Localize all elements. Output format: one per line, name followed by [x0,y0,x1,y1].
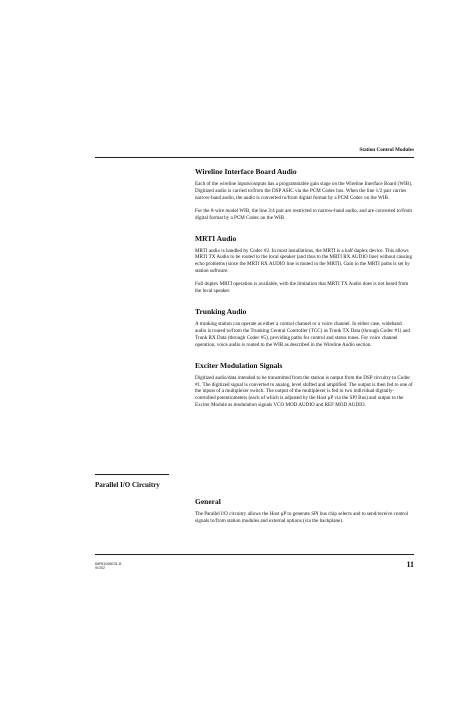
paragraph: A trunking station can operate as either a control channel or a voice channel. In either case, wideband audio is routed to/from the Trunking Central Controller (TCC) as Trunk TX Data (through Codec #1) and Trunk RX Data (through Codec #5), providing paths for control and status tones. For voice channel operation, voice audio is routed to the WIB as described in the Wireline Audio section. [195,320,410,348]
paragraph: For the 8-wire model WIB, the line 3/4 pair are restricted to narrow-band audio, and are converted to/from digital format by a PCM Codec on the WIB. [195,207,413,221]
main-content-upper [195,167,414,415]
paragraph: Full duplex MRTI operation is available, with the limitation that MRTI TX Audio does is not heard from the local speaker. [195,281,409,295]
paragraph: The Parallel I/O circuitry allows the Host µP to generate SPI bus chip selects and to send/receive control signals to/from station modules and external options (via the backplane). [195,511,409,524]
footer-doc-info [95,562,121,571]
doc-date: 9/1/02 [95,566,105,571]
section-title-trunking-audio: Trunking Audio [195,306,247,316]
doc-number: 68P81096E31-B [95,562,122,566]
bottom-rule [95,554,414,555]
section-title-general: General [195,497,221,506]
section-title-wib-audio: Wireline Interface Board Audio [195,167,297,176]
side-rule [95,474,169,475]
side-heading: Parallel I/O Circuitry [95,481,160,489]
paragraph: MRTI audio is handled by Codec #2. In most installations, the MRTI is a half duplex device. This allows MRTI TX Audio to be routed to the local speaker (and thus to the MRTI RX AUDIO line) without causing echo problems (since the MRTI RX AUDIO line is muted in the MRTI). Gain in the MRTI paths is set by station software. [195,247,413,275]
top-rule [95,157,414,158]
section-title-mrti-audio: MRTI Audio [195,233,237,243]
paragraph: Digitized audio/data intended to be transmitted from the station is output from the DSP circuitry to Codec #1. The digitized signal is converted to analog, level shifted and amplified. The output is then fed to one of the inputs of a multiplexer switch. The output of the multiplexer is fed to two individual digitally-controlled potentiometers (each of which is adjusted by the Host µP via the SPI Bus) and output to the Exciter Module as modulation signals VCO MOD AUDIO and REF MOD AUDIO. [195,374,413,409]
main-content-lower [195,497,414,531]
page-number: 11 [406,560,414,569]
section-title-exciter-modulation: Exciter Modulation Signals [195,360,283,370]
running-head: Station Control Modules [359,147,414,153]
paragraph: Each of the wireline inputs/outputs has a programmable gain stage on the Wireline Interface Board (WIB). Digitized audio is carried to/from the DSP ASIC via the PCM Codec bus. When the line 1/2 pair carries narrow-band audio, the audio is converted to/from digital format by a PCM Codec on the WIB. [195,181,413,201]
